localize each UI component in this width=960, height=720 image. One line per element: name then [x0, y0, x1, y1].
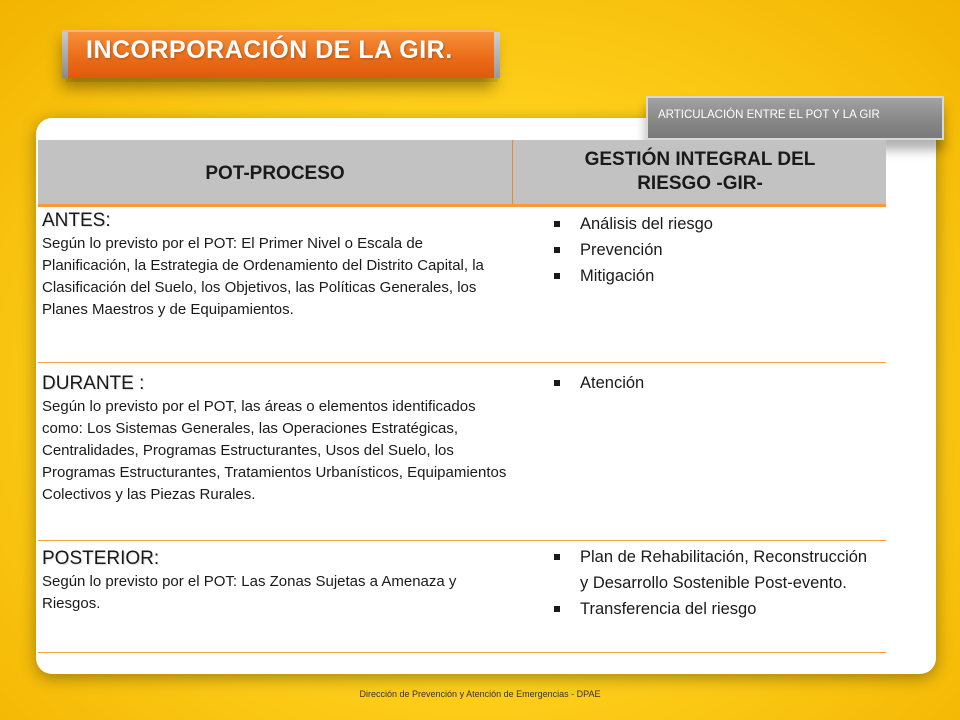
list-item [552, 370, 872, 396]
list-item-label: Prevención [580, 241, 663, 259]
gir-list-antes [552, 211, 872, 289]
subtitle-tab [646, 96, 944, 140]
list-item-label: Atención [580, 374, 645, 392]
gir-list-posterior [552, 544, 872, 622]
stage-text-durante: Según lo previsto por el POT, las áreas o elementos identificados como: Los Sistemas Generales, las Operaciones Estratégicas, Centralidades, Programas Estructurantes, Usos del Suelo, los Programas Estructurantes, Tratamientos Urbanísticos, Equipamientos Colectivos y las Piezas Rurales. [42, 398, 507, 503]
stage-antes [42, 210, 512, 321]
list-item [552, 596, 872, 622]
header-gir-label: GESTIÓN INTEGRAL DEL RIESGO -GIR- [584, 149, 816, 194]
gir-list-durante [552, 370, 872, 396]
bullet-square-icon [554, 273, 560, 279]
list-item-label: Plan de Rehabilitación, Reconstrucción y Desarrollo Sostenible Post-evento. [580, 548, 868, 592]
bullet-square-icon [554, 247, 560, 253]
list-item-label: Análisis del riesgo [580, 215, 713, 233]
row-divider [38, 540, 886, 541]
title-banner [62, 30, 494, 78]
stage-posterior [42, 548, 512, 615]
stage-label-posterior: POSTERIOR: [42, 548, 160, 569]
list-item [552, 211, 872, 237]
header-pot-proceso: POT-PROCESO [205, 163, 345, 184]
header-gir [512, 140, 887, 204]
subtitle-tab-label: ARTICULACIÓN ENTRE EL POT Y LA GIR [658, 109, 880, 121]
row-divider [38, 362, 886, 363]
list-item [552, 263, 872, 289]
table-header [38, 140, 886, 207]
bullet-square-icon [554, 554, 560, 560]
list-item [552, 237, 872, 263]
stage-text-posterior: Según lo previsto por el POT: Las Zonas Sujetas a Amenaza y Riesgos. [42, 573, 457, 612]
stage-label-durante: DURANTE : [42, 373, 145, 394]
stage-text-antes: Según lo previsto por el POT: El Primer Nivel o Escala de Planificación, la Estrategia de Ordenamiento del Distrito Capital, la Clasificación del Suelo, los Objetivos, las Políticas Generales, los Planes Maestros y de Equipamientos. [42, 235, 484, 318]
stage-durante [42, 373, 512, 506]
slide-title: INCORPORACIÓN DE LA GIR. [86, 36, 453, 64]
list-item-label: Mitigación [580, 267, 655, 285]
list-item-label: Transferencia del riesgo [580, 600, 757, 618]
list-item [552, 544, 872, 596]
bullet-square-icon [554, 221, 560, 227]
footer-credit: Dirección de Prevención y Atención de Emergencias - DPAE [359, 689, 601, 699]
bullet-square-icon [554, 606, 560, 612]
bullet-square-icon [554, 380, 560, 386]
stage-label-antes: ANTES: [42, 210, 111, 231]
row-divider [38, 652, 886, 653]
